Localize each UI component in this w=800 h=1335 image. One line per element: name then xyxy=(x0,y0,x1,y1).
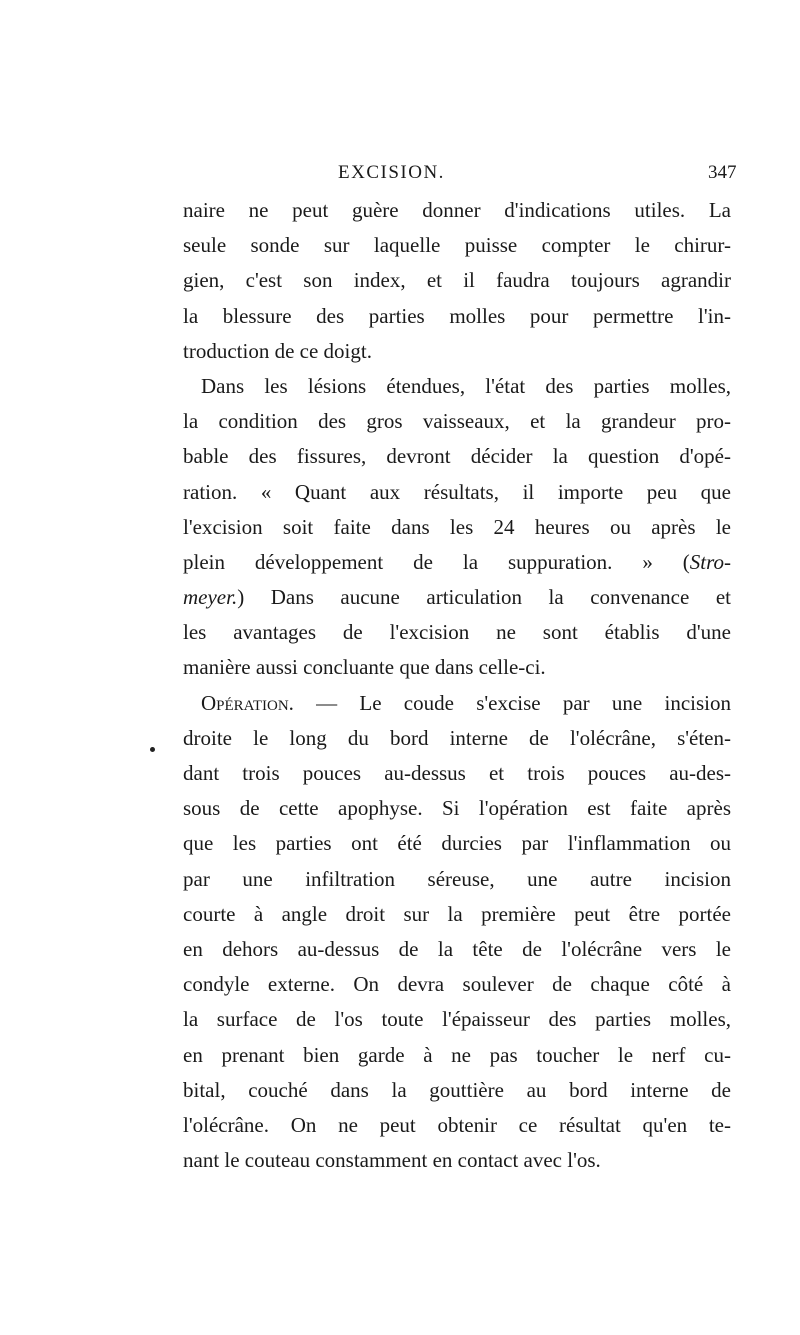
text-line: les avantages de l'excision ne sont établis d'une xyxy=(183,620,731,645)
text-line: manière aussi concluante que dans celle-ci. xyxy=(183,655,546,680)
text-line: bable des fissures, devront décider la question d'opé- xyxy=(183,444,731,469)
body-text xyxy=(183,193,731,1178)
text-line: dant trois pouces au-dessus et trois pouces au-des- xyxy=(183,761,731,785)
text-line: l'olécrâne. On ne peut obtenir ce résultat qu'en te- xyxy=(183,1112,731,1137)
text-line: en dehors au-dessus de la tête de l'olécrâne vers le xyxy=(183,936,731,961)
text-line: nant le couteau constamment en contact avec l'os. xyxy=(183,1148,601,1173)
text-line: gien, c'est son index, et il faudra toujours agrandir xyxy=(183,268,731,293)
text-line: bital, couché dans la gouttière au bord interne de xyxy=(183,1077,731,1102)
text-line: en prenant bien garde à ne pas toucher le nerf cu- xyxy=(183,1042,731,1067)
text-line: naire ne peut guère donner d'indications utiles. La xyxy=(183,198,731,222)
text-line: troduction de ce doigt. xyxy=(183,338,372,363)
page-number: 347 xyxy=(708,162,737,183)
text-line: seule sonde sur laquelle puisse compter le chirur- xyxy=(183,233,731,258)
margin-mark xyxy=(150,747,155,752)
text-line: ration. « Quant aux résultats, il importe peu que xyxy=(183,479,731,504)
text-line: Dans les lésions étendues, l'état des parties molles, xyxy=(201,373,731,398)
text-line: que les parties ont été durcies par l'inflammation ou xyxy=(183,831,731,856)
text-line: sous de cette apophyse. Si l'opération est faite après xyxy=(183,796,731,821)
text-line: Opération. — Le coude s'excise par une incision xyxy=(201,690,731,715)
running-title: EXCISION. xyxy=(338,162,445,183)
text-line: plein développement de la suppuration. » (Stro- xyxy=(183,549,731,574)
text-line: l'excision soit faite dans les 24 heures ou après le xyxy=(183,514,731,539)
text-line: la surface de l'os toute l'épaisseur des parties molles, xyxy=(183,1007,731,1032)
text-line: condyle externe. On devra soulever de chaque côté à xyxy=(183,972,731,997)
text-line: la blessure des parties molles pour permettre l'in- xyxy=(183,303,731,328)
text-line: par une infiltration séreuse, une autre incision xyxy=(183,866,731,891)
text-line: courte à angle droit sur la première peut être portée xyxy=(183,901,731,926)
running-header xyxy=(0,162,800,192)
text-line: meyer.) Dans aucune articulation la convenance et xyxy=(183,585,731,610)
text-line: droite le long du bord interne de l'olécrâne, s'éten- xyxy=(183,725,731,750)
text-line: la condition des gros vaisseaux, et la grandeur pro- xyxy=(183,409,731,434)
